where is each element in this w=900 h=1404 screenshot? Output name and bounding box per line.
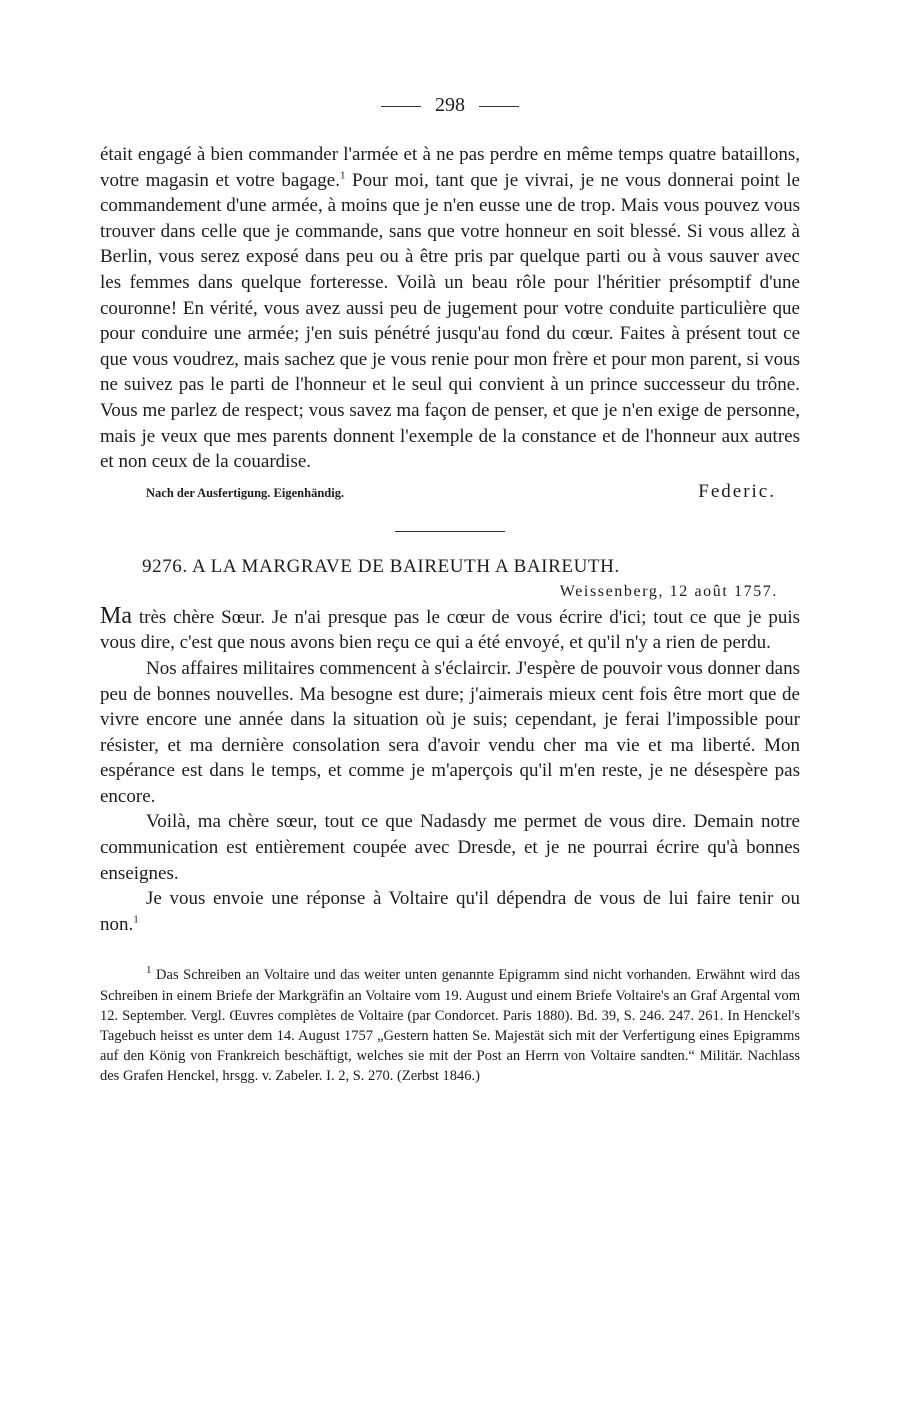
letter-paragraph-1 <box>100 604 800 656</box>
letter-heading: 9276. A LA MARGRAVE DE BAIREUTH A BAIREUTH. <box>142 555 620 577</box>
footnote-1 <box>100 965 800 1086</box>
document-page <box>100 90 800 1087</box>
footnote-number: 1 <box>146 964 152 977</box>
continuation-text-after-footnote: Pour moi, tant que je vivrai, je ne vous donnerai point le commandement d'une armée, à moins que je n'en eusse une de trop. Mais vous pouvez vous trouver dans celle que je commande, sans que votre honneur en soit blessé. Si vous allez à Berlin, vous serez exposé dans peu ou à être pris par quelque parti ou à vous sauver avec les femmes dans quelque forteresse. Voilà un beau rôle pour l'héritier présomptif d'une couronne! En vérité, vous avez aussi peu de jugement pour votre conduite particulière que pour conduire une armée; j'en suis pénétré jusqu'au fond du cœur. Faites à présent tout ce que vous voudrez, mais sachez que je vous renie pour mon frère et pour mon parent, si vous ne suivez pas le parti de l'honneur et le seul qui convient à un prince successeur du trône. Vous me parlez de respect; vous savez ma façon de penser, et que je n'en exige de personne, mais je veux que mes parents donnent l'exemple de la constance et de l'honneur aux autres et non ceux de la couardise. <box>100 169 800 473</box>
continuation-paragraph <box>100 142 800 475</box>
page-number-header <box>100 90 800 120</box>
source-note: Nach der Ausfertigung. Eigenhändig. <box>146 485 345 500</box>
signature-row <box>100 481 800 503</box>
letter-paragraph-1-text: très chère Sœur. Je n'ai presque pas le cœur de vous écrire d'ici; tout ce que je puis vous dire, c'est que nous avons bien reçu ce qui a été envoyé, et qu'il n'y a rien de perdu. <box>100 606 800 654</box>
page-number: 298 <box>435 94 465 116</box>
salutation-lead: Ma <box>100 602 132 629</box>
section-separator <box>395 531 505 532</box>
footnote-marker: 1 <box>133 913 139 926</box>
footnote-marker: 1 <box>339 169 346 182</box>
letter-paragraph-3: Voilà, ma chère sœur, tout ce que Nadasdy me permet de vous dire. Demain notre communication est entièrement coupée avec Dresde, et je ne pourrai écrire qu'à bonnes enseignes. <box>100 811 800 884</box>
page-number-right-dash <box>479 106 519 107</box>
letter-paragraph-4 <box>100 886 800 937</box>
continuation-text-before-footnote: était engagé à bien commander l'armée et à ne pas perdre en même temps quatre bataillons, votre magasin et votre bagage. <box>100 144 800 191</box>
signature: Federic. <box>698 480 776 502</box>
letter-paragraph-4-text: Je vous envoie une réponse à Voltaire qu'il dépendra de vous de lui faire tenir ou non. <box>100 888 800 935</box>
letter-dateline: Weissenberg, 12 août 1757. <box>559 582 778 600</box>
letter-paragraph-2: Nos affaires militaires commencent à s'éclaircir. J'espère de pouvoir vous donner dans peu de bonnes nouvelles. Ma besogne est dure; j'aimerais mieux cent fois être mort que de vivre encore une année dans la situation où je suis; cependant, je ferai l'impossible pour résister, et ma dernière consolation sera d'avoir vendu cher ma vie et ma liberté. Mon espérance est dans le temps, et comme je m'aperçois qu'il m'en reste, je ne désespère pas encore. <box>100 657 800 807</box>
page-number-left-dash <box>381 106 421 107</box>
footnote-1-text: Das Schreiben an Voltaire und das weiter unten genannte Epigramm sind nicht vorhanden. Erwähnt wird das Schreiben in einem Briefe der Markgräfin an Voltaire vom 19. August und einem Briefe Voltaire's an Graf Argental vom 12. September. Vergl. Œuvres complètes de Voltaire (par Condorcet. Paris 1880). Bd. 39, S. 246. 247. 261. In Henckel's Tagebuch heisst es unter dem 14. August 1757 „Gestern hatten Se. Majestät sich mit der Verfertigung eines Epigramms auf den König von Frankreich beschäftigt, welches sie mit der Post an Herrn von Voltaire sandten.“ Militär. Nachlass des Grafen Henckel, hrsgg. v. Zabeler. I. 2, S. 270. (Zerbst 1846.) <box>100 967 800 1085</box>
footnotes <box>100 965 800 1086</box>
